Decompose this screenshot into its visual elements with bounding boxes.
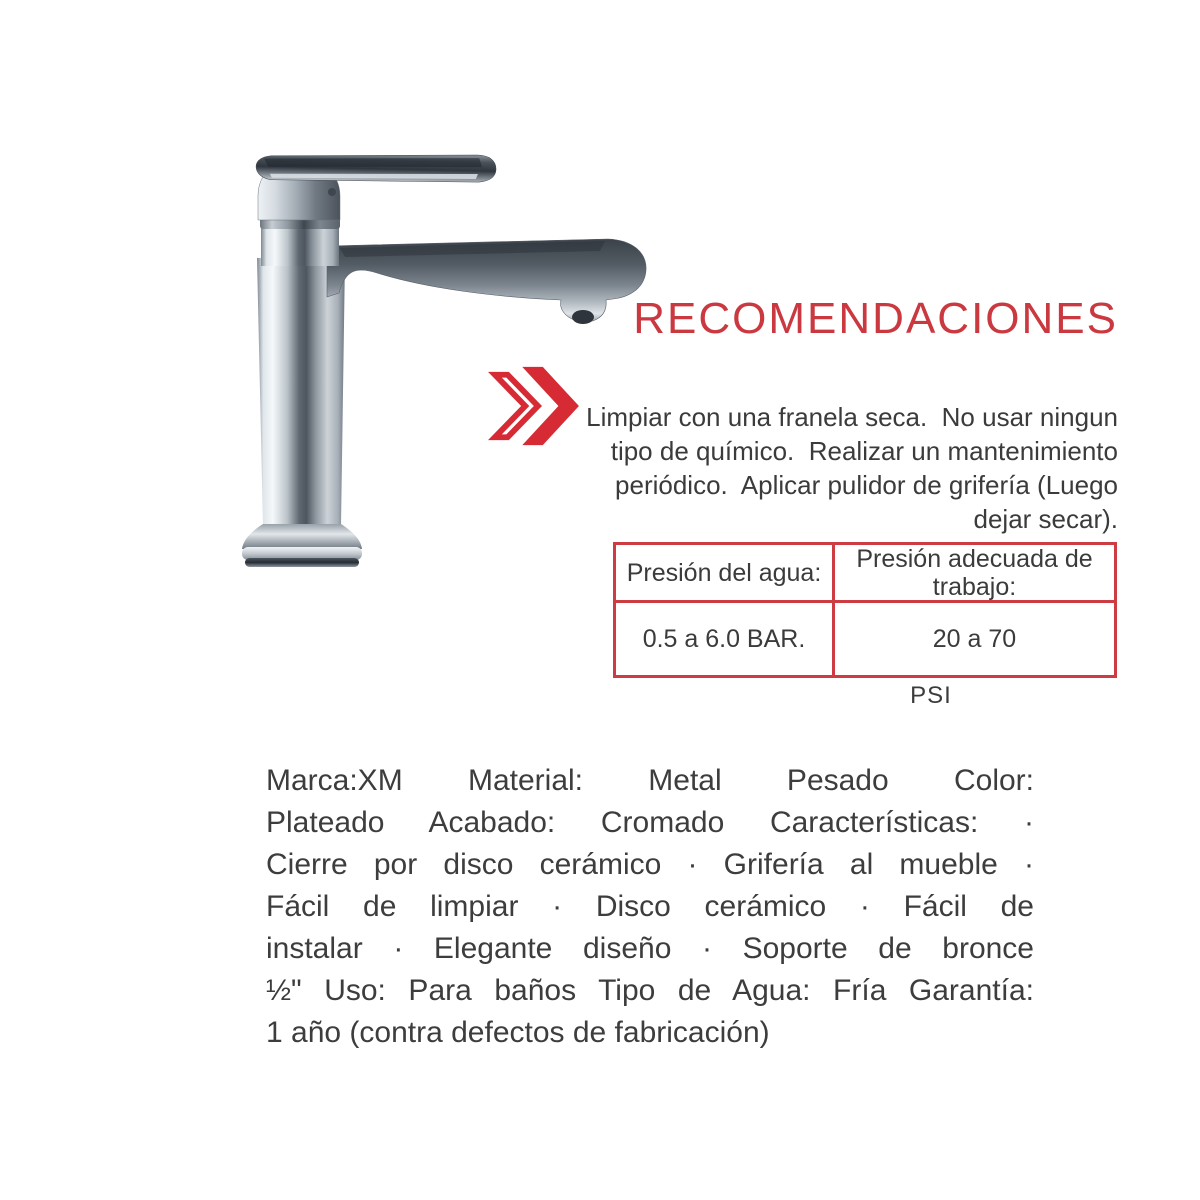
working-pressure-header-label: Presión adecuada de trabajo: (856, 544, 1093, 601)
spec-line: Fácil de limpiar · Disco cerámico · Fácil de (266, 890, 1034, 923)
care-line: periódico. Aplicar pulidor de grifería (Luego (615, 470, 1118, 500)
water-pressure-header-label: Presión del agua: (626, 558, 822, 587)
care-line: Limpiar con una franela seca. No usar ningun (586, 402, 1118, 432)
care-line: tipo de químico. Realizar un mantenimiento (610, 436, 1118, 466)
spec-line: Plateado Acabado: Cromado Características: · (266, 806, 1034, 839)
working-pressure-value: 20 a 70 (932, 625, 1017, 653)
psi-unit-label: PSI (910, 682, 952, 709)
water-pressure-header-cell (616, 545, 835, 603)
recommendations-title: RECOMENDACIONES (633, 294, 1118, 343)
spec-line: instalar · Elegante diseño · Soporte de bronce (266, 932, 1034, 965)
product-specs (266, 760, 1034, 1054)
care-line: dejar secar). (973, 504, 1118, 534)
spec-line: Cierre por disco cerámico · Grifería al mueble · (266, 848, 1034, 881)
water-pressure-value: 0.5 a 6.0 BAR. (642, 625, 806, 653)
spec-line: Marca:XM Material: Metal Pesado Color: (266, 764, 1034, 797)
working-pressure-header-cell (835, 545, 1114, 603)
working-pressure-value-cell (835, 603, 1114, 675)
pressure-table (613, 542, 1117, 678)
water-pressure-value-cell (616, 603, 835, 675)
spec-line: ½" Uso: Para baños Tipo de Agua: Fría Garantía: (266, 974, 1034, 1007)
care-instructions (558, 400, 1118, 536)
spec-line: 1 año (contra defectos de fabricación) (266, 1016, 770, 1049)
